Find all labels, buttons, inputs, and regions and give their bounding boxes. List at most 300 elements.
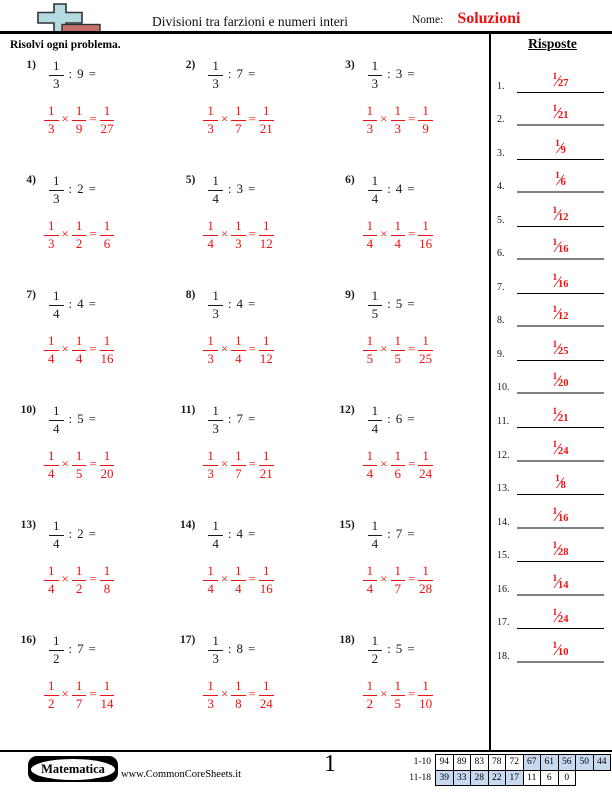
fraction-numerator: 1 <box>72 333 87 351</box>
answer-fraction <box>553 441 569 458</box>
answer-fraction <box>553 105 569 122</box>
fraction-slash: ⁄ <box>556 542 559 560</box>
division-colon: : <box>227 296 232 312</box>
problem-statement <box>167 288 326 320</box>
fraction-denominator: 3 <box>48 120 55 136</box>
fraction-numerator: 1 <box>44 448 59 466</box>
equals-sign: = <box>407 526 415 542</box>
divisor: 6 <box>395 411 403 427</box>
fraction <box>72 563 87 595</box>
problem-statement <box>327 403 486 435</box>
problem-solution <box>203 448 326 480</box>
answer-fraction <box>553 542 569 559</box>
equals-sign: = <box>408 686 416 702</box>
answer-fraction-denominator: 16 <box>557 244 569 256</box>
fraction-denominator: 4 <box>371 535 379 551</box>
fraction-denominator: 7 <box>235 120 242 136</box>
fraction-denominator: 12 <box>259 350 273 366</box>
fraction-numerator: 1 <box>363 563 378 581</box>
problem <box>8 403 167 518</box>
score-cell: 89 <box>453 755 471 771</box>
answer-row <box>493 227 612 261</box>
equals-sign: = <box>407 296 415 312</box>
problem-number: 10) <box>20 404 36 416</box>
answer-blank-line <box>517 171 604 193</box>
answer-row <box>493 596 612 630</box>
fraction-denominator: 5 <box>75 465 83 481</box>
fraction <box>72 448 87 480</box>
fraction-slash: ⁄ <box>556 306 559 324</box>
fraction-numerator: 1 <box>368 518 383 536</box>
equals-sign: = <box>248 686 257 702</box>
fraction-denominator: 3 <box>366 120 374 136</box>
score-cell: 83 <box>471 755 489 771</box>
problem-statement <box>8 633 167 665</box>
divisor: 4 <box>236 526 243 542</box>
division-colon: : <box>68 296 73 312</box>
divisor: 5 <box>77 411 84 427</box>
equals-sign: = <box>407 181 415 197</box>
fraction <box>368 518 383 550</box>
fraction-numerator: 1 <box>100 103 115 121</box>
answers-list <box>493 59 612 663</box>
fraction-denominator: 7 <box>235 465 242 481</box>
fraction-denominator: 7 <box>394 580 401 596</box>
divisor: 2 <box>77 526 84 542</box>
answer-blank-line <box>517 440 604 462</box>
problem-solution <box>44 678 167 710</box>
answer-fraction-numerator: 1 <box>552 372 558 383</box>
fraction-numerator: 1 <box>72 563 87 581</box>
problem-solution <box>203 103 326 135</box>
problem-number: 17) <box>179 634 196 646</box>
fraction <box>49 288 64 320</box>
answer-row <box>493 495 612 529</box>
problem-number: 7) <box>26 289 36 301</box>
equals-sign: = <box>89 226 97 242</box>
divisor: 3 <box>395 66 403 82</box>
fraction <box>259 448 274 480</box>
fraction-denominator: 25 <box>419 350 433 366</box>
fraction <box>49 403 64 435</box>
fraction-numerator: 1 <box>49 633 64 651</box>
equals-sign: = <box>408 571 416 587</box>
answer-fraction <box>553 642 569 659</box>
fraction-denominator: 21 <box>259 120 273 136</box>
score-table <box>409 754 611 786</box>
problem <box>167 518 326 633</box>
fraction-slash: ⁄ <box>556 609 559 627</box>
fraction-numerator: 1 <box>418 448 433 466</box>
problem-statement <box>327 173 486 205</box>
problem-number: 3) <box>345 59 355 71</box>
answer-fraction-numerator: 1 <box>552 205 558 216</box>
score-cell: 72 <box>506 755 524 771</box>
equals-sign: = <box>88 66 96 82</box>
multiply-sign: × <box>61 456 69 472</box>
fraction <box>44 448 59 480</box>
fraction <box>363 678 378 710</box>
fraction-denominator: 6 <box>394 465 401 481</box>
answer-fraction-numerator: 1 <box>552 305 558 316</box>
problem-solution <box>203 333 326 365</box>
divisor: 8 <box>236 641 243 657</box>
fraction-denominator: 4 <box>53 420 60 436</box>
problem-solution <box>363 448 486 480</box>
fraction-denominator: 5 <box>366 350 374 366</box>
fraction-numerator: 1 <box>363 678 378 696</box>
problem-solution <box>363 218 486 250</box>
fraction-denominator: 14 <box>100 695 114 711</box>
equals-sign: = <box>248 456 257 472</box>
equals-sign: = <box>247 411 256 427</box>
answer-blank-line <box>517 305 604 327</box>
fraction-numerator: 1 <box>44 103 59 121</box>
score-cell: 17 <box>506 770 524 786</box>
answer-fraction-numerator: 1 <box>552 439 558 450</box>
answer-number: 3. <box>497 147 505 159</box>
answer-row <box>493 394 612 428</box>
answers-column <box>493 36 612 663</box>
fraction-slash: ⁄ <box>558 172 562 190</box>
fraction <box>44 218 59 250</box>
problem <box>327 173 486 288</box>
answer-fraction-denominator: 28 <box>557 547 569 559</box>
fraction-denominator: 4 <box>212 190 219 206</box>
fraction-numerator: 1 <box>208 403 223 421</box>
fraction-numerator: 1 <box>72 448 87 466</box>
equals-sign: = <box>89 686 97 702</box>
equals-sign: = <box>89 571 97 587</box>
name-label: Nome: <box>412 14 444 26</box>
fraction-numerator: 1 <box>72 103 87 121</box>
answer-row <box>493 193 612 227</box>
problem-solution <box>203 218 326 250</box>
problem-solution <box>44 218 167 250</box>
fraction-denominator: 4 <box>48 465 55 481</box>
fraction-numerator: 1 <box>72 218 87 236</box>
problem <box>167 633 326 748</box>
problem-statement <box>8 173 167 205</box>
fraction <box>203 333 218 365</box>
problem-solution <box>44 448 167 480</box>
answer-row <box>493 462 612 496</box>
fraction-numerator: 1 <box>231 678 246 696</box>
multiply-sign: × <box>220 571 229 587</box>
divisor: 5 <box>395 641 403 657</box>
answer-row <box>493 361 612 395</box>
fraction-denominator: 2 <box>371 650 379 666</box>
fraction <box>203 678 218 710</box>
fraction-numerator: 1 <box>203 563 218 581</box>
answers-title: Risposte <box>528 36 577 51</box>
fraction-numerator: 1 <box>231 103 246 121</box>
fraction <box>100 218 115 250</box>
division-colon: : <box>227 181 232 197</box>
fraction-denominator: 4 <box>48 350 55 366</box>
fraction-numerator: 1 <box>363 333 378 351</box>
answer-fraction-numerator: 1 <box>555 138 560 149</box>
division-colon: : <box>387 526 391 542</box>
problem-statement <box>167 633 326 665</box>
fraction-numerator: 1 <box>259 333 274 351</box>
equals-sign: = <box>408 456 416 472</box>
problem-solution <box>203 563 326 595</box>
fraction <box>259 103 274 135</box>
problem <box>8 288 167 403</box>
fraction-numerator: 1 <box>391 218 406 236</box>
equals-sign: = <box>247 66 256 82</box>
fraction-numerator: 1 <box>368 58 383 76</box>
answer-fraction-numerator: 1 <box>552 506 558 517</box>
answer-number: 16. <box>497 583 510 595</box>
fraction-denominator: 4 <box>366 580 374 596</box>
answer-fraction-numerator: 1 <box>552 272 558 283</box>
answer-fraction-numerator: 1 <box>552 71 558 82</box>
fraction <box>391 103 406 135</box>
fraction <box>363 218 378 250</box>
equals-sign: = <box>247 526 256 542</box>
score-row-label: 11-18 <box>409 772 431 783</box>
fraction-numerator: 1 <box>368 633 383 651</box>
answer-fraction-numerator: 1 <box>552 407 558 418</box>
score-cell: 67 <box>523 755 541 771</box>
division-colon: : <box>387 296 391 312</box>
answer-number: 4. <box>497 181 505 193</box>
answer-fraction-denominator: 24 <box>557 614 569 626</box>
fraction-numerator: 1 <box>368 403 383 421</box>
fraction <box>203 103 218 135</box>
answer-number: 14. <box>497 516 510 528</box>
fraction-denominator: 4 <box>48 580 55 596</box>
fraction <box>391 678 406 710</box>
divisor: 4 <box>395 181 403 197</box>
multiply-sign: × <box>220 341 229 357</box>
fraction-denominator: 4 <box>207 235 214 251</box>
fraction-numerator: 1 <box>391 333 406 351</box>
problem-number: 4) <box>26 174 36 186</box>
fraction-denominator: 4 <box>212 535 219 551</box>
fraction <box>49 173 64 205</box>
problem-number: 5) <box>185 174 196 186</box>
fraction-numerator: 1 <box>203 448 218 466</box>
fraction <box>368 58 383 90</box>
answer-fraction <box>553 373 569 390</box>
fraction <box>231 448 246 480</box>
problem <box>327 288 486 403</box>
fraction <box>203 448 218 480</box>
answer-number: 17. <box>497 617 510 629</box>
problem-statement <box>327 633 486 665</box>
score-cell: 56 <box>558 755 576 771</box>
multiply-sign: × <box>220 226 229 242</box>
fraction-numerator: 1 <box>259 678 274 696</box>
problem-number: 14) <box>179 519 196 531</box>
fraction-numerator: 1 <box>391 103 406 121</box>
answer-row <box>493 93 612 127</box>
fraction <box>72 218 87 250</box>
answer-fraction-denominator: 20 <box>557 378 569 390</box>
answer-row <box>493 562 612 596</box>
multiply-sign: × <box>220 456 229 472</box>
answer-row <box>493 59 612 93</box>
fraction-numerator: 1 <box>363 103 378 121</box>
answer-fraction-numerator: 1 <box>552 640 558 651</box>
fraction-denominator: 5 <box>371 305 379 321</box>
fraction-numerator: 1 <box>49 173 64 191</box>
fraction-denominator: 3 <box>53 75 60 91</box>
header-rule <box>0 31 612 34</box>
fraction-numerator: 1 <box>418 678 433 696</box>
fraction-denominator: 3 <box>394 120 401 136</box>
fraction <box>100 103 115 135</box>
fraction-denominator: 4 <box>366 465 374 481</box>
fraction <box>208 403 223 435</box>
answer-fraction <box>553 575 569 592</box>
fraction <box>44 103 59 135</box>
problem-statement <box>327 58 486 90</box>
score-cell: 50 <box>576 755 594 771</box>
equals-sign: = <box>407 66 415 82</box>
equals-sign: = <box>89 456 97 472</box>
score-cell: 39 <box>436 770 454 786</box>
answer-fraction-numerator: 1 <box>552 541 558 552</box>
fraction-numerator: 1 <box>259 563 274 581</box>
equals-sign: = <box>248 341 257 357</box>
fraction-numerator: 1 <box>44 333 59 351</box>
problem <box>167 288 326 403</box>
problem-number: 2) <box>185 59 196 71</box>
fraction <box>100 333 115 365</box>
fraction <box>418 678 433 710</box>
fraction-denominator: 10 <box>419 695 433 711</box>
fraction-slash: ⁄ <box>556 206 559 224</box>
answer-number: 12. <box>497 449 510 461</box>
fraction-numerator: 1 <box>100 678 115 696</box>
score-cell: 28 <box>471 770 489 786</box>
answer-fraction-denominator: 6 <box>560 177 566 189</box>
multiply-sign: × <box>220 111 229 127</box>
fraction <box>391 448 406 480</box>
answer-number: 7. <box>497 281 505 293</box>
divisor: 7 <box>236 66 243 82</box>
problem <box>8 633 167 748</box>
problem <box>167 58 326 173</box>
answer-fraction <box>553 408 569 425</box>
score-cell: 22 <box>488 770 506 786</box>
fraction <box>231 333 246 365</box>
answer-fraction <box>555 140 566 157</box>
division-colon: : <box>227 641 232 657</box>
fraction-denominator: 3 <box>207 350 214 366</box>
division-colon: : <box>68 411 73 427</box>
fraction-denominator: 28 <box>419 580 433 596</box>
score-cell-empty <box>593 770 611 786</box>
multiply-sign: × <box>380 686 388 702</box>
answer-blank-line <box>517 407 604 428</box>
fraction-numerator: 1 <box>49 288 64 306</box>
fraction-denominator: 7 <box>75 695 83 711</box>
fraction <box>72 103 87 135</box>
equals-sign: = <box>408 341 416 357</box>
fraction <box>391 563 406 595</box>
fraction-slash: ⁄ <box>556 507 559 525</box>
problem <box>8 518 167 633</box>
score-row <box>409 770 610 786</box>
division-colon: : <box>227 411 232 427</box>
answer-fraction-numerator: 1 <box>552 608 558 619</box>
answer-number: 13. <box>497 483 510 495</box>
multiply-sign: × <box>61 226 69 242</box>
problem-solution <box>363 678 486 710</box>
equals-sign: = <box>88 526 96 542</box>
multiply-sign: × <box>61 341 69 357</box>
fraction-numerator: 1 <box>208 173 223 191</box>
division-colon: : <box>227 526 232 542</box>
fraction-numerator: 1 <box>231 218 246 236</box>
answer-fraction-denominator: 14 <box>557 579 569 591</box>
fraction-denominator: 4 <box>235 350 242 366</box>
problem-statement <box>327 518 486 550</box>
answer-fraction-numerator: 1 <box>555 171 560 182</box>
fraction <box>100 448 115 480</box>
fraction <box>72 678 87 710</box>
answer-fraction-denominator: 9 <box>560 144 566 156</box>
name-value-soluzioni: Soluzioni <box>457 10 521 27</box>
fraction <box>391 333 406 365</box>
fraction-denominator: 2 <box>75 235 83 251</box>
division-colon: : <box>68 66 73 82</box>
fraction <box>208 633 223 665</box>
equals-sign: = <box>407 411 415 427</box>
problem-solution <box>44 103 167 135</box>
fraction-denominator: 3 <box>212 75 219 91</box>
problem-number: 15) <box>339 519 355 531</box>
fraction-slash: ⁄ <box>556 373 559 391</box>
fraction-numerator: 1 <box>231 563 246 581</box>
fraction-denominator: 24 <box>259 695 273 711</box>
answer-number: 10. <box>497 382 510 394</box>
fraction-denominator: 9 <box>75 120 83 136</box>
answer-fraction <box>553 508 569 525</box>
answer-blank-line <box>517 139 604 160</box>
division-colon: : <box>387 641 391 657</box>
answer-fraction-numerator: 1 <box>552 104 558 115</box>
fraction-denominator: 4 <box>207 580 214 596</box>
problem-statement <box>167 58 326 90</box>
problem-solution <box>44 333 167 365</box>
division-colon: : <box>68 526 73 542</box>
fraction-numerator: 1 <box>100 218 115 236</box>
fraction-denominator: 3 <box>235 235 242 251</box>
fraction-numerator: 1 <box>418 333 433 351</box>
answer-row <box>493 126 612 160</box>
fraction-numerator: 1 <box>49 403 64 421</box>
score-cell: 0 <box>558 770 576 786</box>
fraction <box>231 678 246 710</box>
division-colon: : <box>387 66 391 82</box>
problem-statement <box>8 403 167 435</box>
equals-sign: = <box>408 226 416 242</box>
multiply-sign: × <box>380 226 388 242</box>
divisor: 4 <box>77 296 84 312</box>
fraction <box>208 288 223 320</box>
score-cell: 6 <box>541 770 559 786</box>
website-link[interactable]: www.CommonCoreSheets.it <box>121 769 242 780</box>
fraction-numerator: 1 <box>259 218 274 236</box>
answer-fraction-denominator: 21 <box>557 413 569 425</box>
fraction-numerator: 1 <box>418 103 433 121</box>
